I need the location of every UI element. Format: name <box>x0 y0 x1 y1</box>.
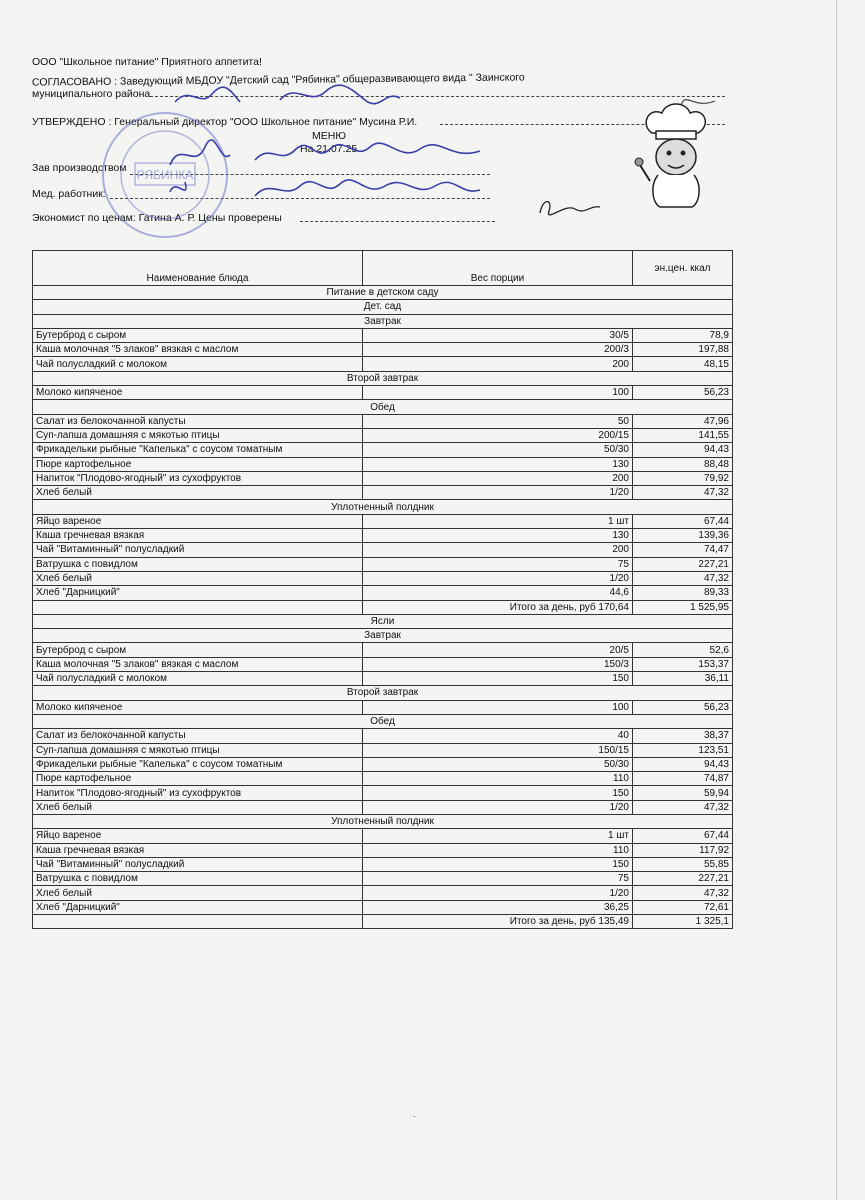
dish-kcal: 47,32 <box>633 800 733 814</box>
dish-name: Салат из белокочанной капусты <box>33 729 363 743</box>
dish-name: Чай "Витаминный" полусладкий <box>33 543 363 557</box>
company-line: ООО "Школьное питание" Приятного аппетита! <box>32 56 262 68</box>
dish-weight: 200 <box>363 471 633 485</box>
dish-weight: 50/30 <box>363 757 633 771</box>
dish-kcal: 117,92 <box>633 843 733 857</box>
meal-row <box>33 714 733 728</box>
menu-title: МЕНЮ <box>312 130 346 142</box>
dish-name: Чай "Витаминный" полусладкий <box>33 857 363 871</box>
dish-name: Яйцо вареное <box>33 829 363 843</box>
dish-name: Бутерброд с сыром <box>33 328 363 342</box>
dish-name: Хлеб белый <box>33 800 363 814</box>
medic-line: Мед. работник: <box>32 188 106 200</box>
dish-kcal: 74,47 <box>633 543 733 557</box>
meal-row <box>33 814 733 828</box>
table-row <box>33 872 733 886</box>
meal-title: Обед <box>33 714 733 728</box>
table-row <box>33 428 733 442</box>
meal-row <box>33 629 733 643</box>
table-row <box>33 886 733 900</box>
economist-line: Экономист по ценам: Гатина А. Р. Цены проверены <box>32 212 282 224</box>
dish-name: Хлеб белый <box>33 886 363 900</box>
group-title: Дет. сад <box>33 300 733 314</box>
dish-kcal: 47,32 <box>633 571 733 585</box>
dish-weight: 200 <box>363 357 633 371</box>
table-header-row <box>33 251 733 286</box>
group-row <box>33 614 733 628</box>
dish-kcal: 47,32 <box>633 486 733 500</box>
meal-title: Второй завтрак <box>33 686 733 700</box>
dish-weight: 150/3 <box>363 657 633 671</box>
dish-kcal: 38,37 <box>633 729 733 743</box>
table-row <box>33 786 733 800</box>
signature-production <box>160 135 490 175</box>
dish-weight: 1 шт <box>363 829 633 843</box>
signature-economist <box>535 195 605 219</box>
page-mark: · <box>413 1112 416 1121</box>
dish-kcal: 123,51 <box>633 743 733 757</box>
section-row <box>33 286 733 300</box>
dish-weight: 75 <box>363 557 633 571</box>
dish-name: Яйцо вареное <box>33 514 363 528</box>
table-row <box>33 586 733 600</box>
total-kcal: 1 325,1 <box>633 915 733 929</box>
table-row <box>33 457 733 471</box>
dish-weight: 75 <box>363 872 633 886</box>
table-row <box>33 486 733 500</box>
table-row <box>33 800 733 814</box>
table-row <box>33 743 733 757</box>
dish-kcal: 227,21 <box>633 872 733 886</box>
dish-kcal: 47,96 <box>633 414 733 428</box>
meal-row <box>33 314 733 328</box>
dish-kcal: 36,11 <box>633 672 733 686</box>
table-row <box>33 571 733 585</box>
meal-title: Уплотненный полдник <box>33 500 733 514</box>
dish-name: Суп-лапша домашняя с мякотью птицы <box>33 428 363 442</box>
dish-name: Каша молочная "5 злаков" вязкая с маслом <box>33 343 363 357</box>
dish-weight: 100 <box>363 700 633 714</box>
col-header-weight: Вес порции <box>363 251 633 286</box>
menu-table <box>32 250 733 929</box>
table-row <box>33 386 733 400</box>
table-row <box>33 857 733 871</box>
table-row <box>33 471 733 485</box>
table-row <box>33 729 733 743</box>
economist-dash <box>300 221 495 222</box>
total-label: Итого за день, руб 135,49 <box>363 915 633 929</box>
meal-row <box>33 500 733 514</box>
total-label: Итого за день, руб 170,64 <box>363 600 633 614</box>
total-row <box>33 915 733 929</box>
dish-name: Напиток "Плодово-ягодный" из сухофруктов <box>33 471 363 485</box>
dish-kcal: 59,94 <box>633 786 733 800</box>
dish-weight: 150 <box>363 672 633 686</box>
dish-weight: 200 <box>363 543 633 557</box>
dish-kcal: 78,9 <box>633 328 733 342</box>
dish-weight: 1 шт <box>363 514 633 528</box>
approved-line: СОГЛАСОВАНО : Заведующий МБДОУ "Детский сад "Рябинка" общеразвивающего вида " Заинского <box>31 71 525 89</box>
chef-mascot-icon <box>630 95 720 215</box>
table-row <box>33 772 733 786</box>
dish-weight: 200/15 <box>363 428 633 442</box>
dish-kcal: 72,61 <box>633 900 733 914</box>
table-row <box>33 900 733 914</box>
dish-kcal: 74,87 <box>633 772 733 786</box>
dish-name: Молоко кипяченое <box>33 700 363 714</box>
total-empty <box>33 915 363 929</box>
table-row <box>33 643 733 657</box>
dish-weight: 40 <box>363 729 633 743</box>
dish-kcal: 88,48 <box>633 457 733 471</box>
dish-weight: 44,6 <box>363 586 633 600</box>
dish-name: Хлеб белый <box>33 571 363 585</box>
dish-weight: 50/30 <box>363 443 633 457</box>
page-edge <box>836 0 837 1200</box>
dish-name: Фрикадельки рыбные "Капелька" с соусом томатным <box>33 757 363 771</box>
table-row <box>33 700 733 714</box>
table-row <box>33 843 733 857</box>
meal-title: Завтрак <box>33 314 733 328</box>
dish-weight: 36,25 <box>363 900 633 914</box>
table-row <box>33 514 733 528</box>
dish-name: Ватрушка с повидлом <box>33 557 363 571</box>
dish-kcal: 47,32 <box>633 886 733 900</box>
table-row <box>33 543 733 557</box>
meal-title: Обед <box>33 400 733 414</box>
dish-kcal: 197,88 <box>633 343 733 357</box>
col-header-dish: Наименование блюда <box>33 251 363 286</box>
signature-head <box>170 80 410 110</box>
table-row <box>33 657 733 671</box>
production-line: Зав производством <box>32 162 127 174</box>
dish-name: Каша гречневая вязкая <box>33 843 363 857</box>
group-row <box>33 300 733 314</box>
dish-kcal: 67,44 <box>633 514 733 528</box>
dish-name: Пюре картофельное <box>33 772 363 786</box>
dish-weight: 30/5 <box>363 328 633 342</box>
dish-name: Каша молочная "5 злаков" вязкая с маслом <box>33 657 363 671</box>
total-kcal: 1 525,95 <box>633 600 733 614</box>
dish-weight: 130 <box>363 529 633 543</box>
dish-kcal: 67,44 <box>633 829 733 843</box>
dish-kcal: 227,21 <box>633 557 733 571</box>
dish-weight: 110 <box>363 843 633 857</box>
dish-weight: 150 <box>363 857 633 871</box>
dish-weight: 150 <box>363 786 633 800</box>
dish-kcal: 139,36 <box>633 529 733 543</box>
menu-table-body <box>33 286 733 929</box>
dish-name: Чай полусладкий с молоком <box>33 672 363 686</box>
meal-row <box>33 686 733 700</box>
dish-name: Пюре картофельное <box>33 457 363 471</box>
table-row <box>33 529 733 543</box>
table-row <box>33 557 733 571</box>
dish-weight: 110 <box>363 772 633 786</box>
dish-weight: 100 <box>363 386 633 400</box>
table-row <box>33 443 733 457</box>
dish-weight: 1/20 <box>363 486 633 500</box>
dish-name: Каша гречневая вязкая <box>33 529 363 543</box>
table-row <box>33 414 733 428</box>
table-row <box>33 328 733 342</box>
dish-kcal: 79,92 <box>633 471 733 485</box>
dish-name: Салат из белокочанной капусты <box>33 414 363 428</box>
meal-row <box>33 400 733 414</box>
col-header-kcal: эн.цен. ккал <box>633 251 733 286</box>
table-row <box>33 672 733 686</box>
dish-name: Хлеб "Дарницкий" <box>33 900 363 914</box>
dish-kcal: 153,37 <box>633 657 733 671</box>
dish-kcal: 89,33 <box>633 586 733 600</box>
table-row <box>33 829 733 843</box>
dish-weight: 1/20 <box>363 800 633 814</box>
signature-medic <box>160 172 490 206</box>
meal-title: Уплотненный полдник <box>33 814 733 828</box>
dish-kcal: 56,23 <box>633 700 733 714</box>
dish-weight: 1/20 <box>363 571 633 585</box>
dish-kcal: 48,15 <box>633 357 733 371</box>
dish-kcal: 94,43 <box>633 443 733 457</box>
top-section-title: Питание в детском саду <box>33 286 733 300</box>
dish-name: Фрикадельки рыбные "Капелька" с соусом томатным <box>33 443 363 457</box>
table-row <box>33 343 733 357</box>
meal-row <box>33 371 733 385</box>
meal-title: Второй завтрак <box>33 371 733 385</box>
dish-weight: 200/3 <box>363 343 633 357</box>
dish-kcal: 55,85 <box>633 857 733 871</box>
table-row <box>33 357 733 371</box>
dish-name: Чай полусладкий с молоком <box>33 357 363 371</box>
total-row <box>33 600 733 614</box>
dish-name: Хлеб белый <box>33 486 363 500</box>
total-empty <box>33 600 363 614</box>
dish-kcal: 56,23 <box>633 386 733 400</box>
dish-kcal: 94,43 <box>633 757 733 771</box>
dish-name: Бутерброд с сыром <box>33 643 363 657</box>
dish-weight: 1/20 <box>363 886 633 900</box>
dish-kcal: 52,6 <box>633 643 733 657</box>
approved-line-2: муниципального района <box>32 88 151 100</box>
dish-name: Напиток "Плодово-ягодный" из сухофруктов <box>33 786 363 800</box>
menu-date: На 21.07.25 <box>300 143 358 155</box>
svg-text:РЯБИНКА: РЯБИНКА <box>136 168 194 182</box>
dish-name: Суп-лапша домашняя с мякотью птицы <box>33 743 363 757</box>
dish-name: Молоко кипяченое <box>33 386 363 400</box>
group-title: Ясли <box>33 614 733 628</box>
dish-name: Хлеб "Дарницкий" <box>33 586 363 600</box>
dish-weight: 20/5 <box>363 643 633 657</box>
dish-weight: 130 <box>363 457 633 471</box>
dish-kcal: 141,55 <box>633 428 733 442</box>
dish-name: Ватрушка с повидлом <box>33 872 363 886</box>
table-row <box>33 757 733 771</box>
confirmed-line: УТВЕРЖДЕНО : Генеральный директор "ООО Школьное питание" Мусина Р.И. <box>32 116 418 128</box>
meal-title: Завтрак <box>33 629 733 643</box>
dish-weight: 150/15 <box>363 743 633 757</box>
dish-weight: 50 <box>363 414 633 428</box>
